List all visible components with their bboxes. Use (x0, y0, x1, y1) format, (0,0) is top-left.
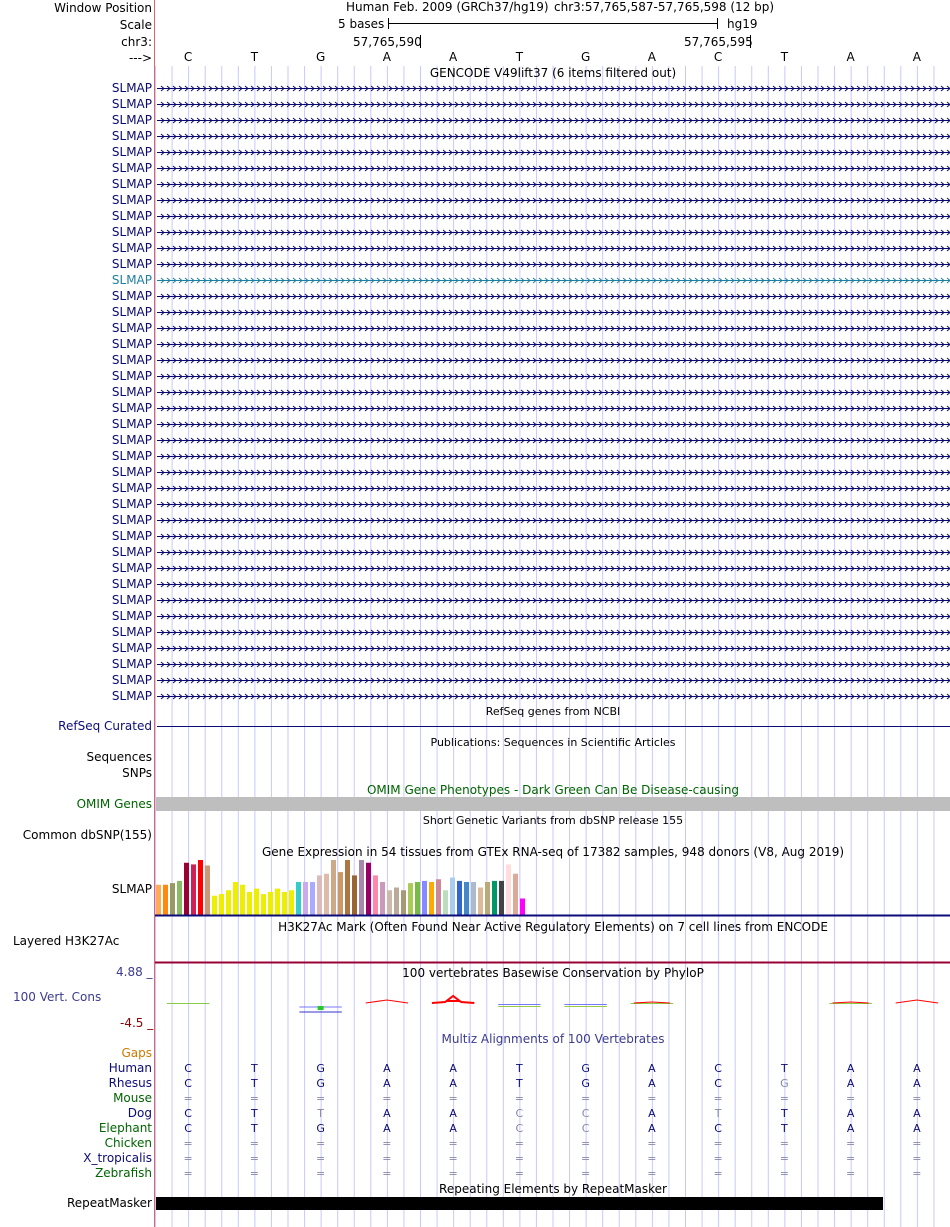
aligned-base: G (316, 1077, 325, 1090)
gtex-bar (156, 885, 161, 915)
gtex-bar (450, 878, 455, 915)
gtex-bar (226, 890, 231, 915)
multiz-gaps-label: Gaps (121, 1046, 152, 1060)
aligned-base: = (316, 1092, 326, 1105)
aligned-base: = (514, 1137, 524, 1150)
aligned-base: C (714, 1122, 722, 1135)
scale-assembly: hg19 (727, 17, 758, 31)
gtex-bar (275, 889, 280, 915)
gtex-bar (268, 892, 273, 915)
gtex-bar (401, 890, 406, 915)
gencode-transcript-label[interactable]: SLMAP (111, 449, 152, 463)
gencode-transcript-label[interactable]: SLMAP (111, 113, 152, 127)
gencode-transcript-label[interactable]: SLMAP (111, 545, 152, 559)
gencode-transcript-label[interactable]: SLMAP (111, 129, 152, 143)
aligned-base: = (448, 1167, 458, 1180)
publications-label-sequences[interactable]: Sequences (86, 750, 152, 764)
gtex-bar (254, 889, 259, 915)
base-letter: A (382, 50, 391, 64)
scale-size: 5 bases (338, 17, 385, 31)
aligned-base: A (648, 1077, 656, 1090)
aligned-base: A (383, 1107, 391, 1120)
aligned-base: = (448, 1152, 458, 1165)
gtex-bar (387, 890, 392, 915)
gencode-transcript-label[interactable]: SLMAP (111, 289, 152, 303)
aligned-base: = (713, 1092, 723, 1105)
gtex-bar (191, 864, 196, 915)
base-letter: T (780, 50, 789, 64)
aligned-base: = (581, 1137, 591, 1150)
gtex-bar (415, 882, 420, 915)
aligned-base: = (382, 1152, 392, 1165)
phylop-max-label: 4.88 _ (116, 965, 153, 979)
aligned-base: = (382, 1092, 392, 1105)
species-label[interactable]: Dog (127, 1106, 152, 1120)
gencode-transcript-label[interactable]: SLMAP (111, 305, 152, 319)
aligned-base: = (448, 1137, 458, 1150)
aligned-base: C (581, 1122, 590, 1135)
aligned-base: = (183, 1092, 193, 1105)
gtex-bar (513, 874, 518, 915)
aligned-base: = (448, 1092, 458, 1105)
gencode-transcript-label[interactable]: SLMAP (111, 209, 152, 223)
aligned-base: = (912, 1167, 922, 1180)
gencode-transcript-label[interactable]: SLMAP (111, 433, 152, 447)
phylop-label[interactable]: 100 Vert. Cons (13, 990, 102, 1004)
gtex-bar (261, 894, 266, 915)
gtex-bar (457, 881, 462, 915)
gencode-transcript-label[interactable]: SLMAP (111, 321, 152, 335)
aligned-base: C (184, 1077, 192, 1090)
gtex-bar (170, 883, 175, 915)
aligned-base: = (647, 1167, 657, 1180)
omim-bar (156, 797, 950, 811)
gencode-transcript-label[interactable]: SLMAP (111, 657, 152, 671)
omim-genes-label[interactable]: OMIM Genes (76, 797, 152, 811)
gtex-bar (436, 879, 441, 915)
aligned-base: = (581, 1167, 591, 1180)
aligned-base: A (383, 1077, 391, 1090)
gtex-bar (163, 885, 168, 915)
aligned-base: T (781, 1107, 788, 1120)
phylop-min-label: -4.5 _ (120, 1016, 154, 1030)
gtex-bar (177, 881, 182, 915)
h3k27ac-track-title[interactable]: H3K27Ac Mark (Often Found Near Active Regulatory Elements) on 7 cell lines from ENCODE (278, 920, 828, 934)
gtex-bar (324, 874, 329, 915)
aligned-base: = (382, 1137, 392, 1150)
phylop-track-title[interactable]: 100 vertebrates Basewise Conservation by PhyloP (402, 966, 704, 980)
gtex-bar (380, 882, 385, 915)
gtex-bar (429, 882, 434, 915)
aligned-base: = (912, 1152, 922, 1165)
base-letter: A (647, 50, 656, 64)
gtex-bar (499, 881, 504, 915)
aligned-base: T (251, 1062, 258, 1075)
base-letter: C (183, 50, 193, 64)
aligned-base: = (846, 1152, 856, 1165)
aligned-base: A (913, 1122, 921, 1135)
aligned-base: = (183, 1137, 193, 1150)
aligned-base: A (846, 1107, 855, 1120)
gencode-transcript-label[interactable]: SLMAP (111, 257, 152, 271)
gencode-transcript-label[interactable]: SLMAP (111, 593, 152, 607)
aligned-base: = (316, 1167, 326, 1180)
gtex-bars (156, 860, 525, 915)
gtex-bar (198, 860, 203, 915)
aligned-base: = (647, 1152, 657, 1165)
aligned-base: A (648, 1122, 656, 1135)
gtex-bar (233, 882, 238, 915)
gencode-transcript-label[interactable]: SLMAP (111, 241, 152, 255)
aligned-base: A (449, 1107, 457, 1120)
gtex-bar (338, 872, 343, 915)
aligned-base: = (779, 1167, 789, 1180)
aligned-base: = (912, 1137, 922, 1150)
base-letter: A (912, 50, 921, 64)
aligned-base: = (316, 1137, 326, 1150)
aligned-base: = (183, 1167, 193, 1180)
h3k27ac-label[interactable]: Layered H3K27Ac (13, 934, 120, 948)
gencode-transcript-label[interactable]: SLMAP (111, 177, 152, 191)
refseq-curated-label[interactable]: RefSeq Curated (58, 719, 152, 733)
gencode-transcript-label[interactable]: SLMAP (111, 513, 152, 527)
gtex-bar (478, 888, 483, 916)
tick-right-label: 57,765,595 (684, 35, 753, 49)
publications-label-snps[interactable]: SNPs (122, 766, 152, 780)
gtex-bar (317, 875, 322, 915)
aligned-base: C (714, 1062, 722, 1075)
gtex-gene-label[interactable]: SLMAP (111, 882, 152, 896)
aligned-base: = (647, 1137, 657, 1150)
assembly-text: Human Feb. 2009 (GRCh37/hg19) (346, 0, 549, 14)
gencode-transcript-label[interactable]: SLMAP (111, 401, 152, 415)
aligned-base: T (781, 1062, 788, 1075)
species-label[interactable]: Elephant (98, 1121, 152, 1135)
aligned-base: T (516, 1077, 523, 1090)
gtex-bar (471, 882, 476, 915)
base-letter: C (713, 50, 723, 64)
gencode-track-title[interactable]: GENCODE V49lift37 (6 items filtered out) (429, 66, 677, 80)
aligned-base: G (316, 1122, 325, 1135)
gtex-bar (352, 875, 357, 915)
aligned-base: C (184, 1107, 192, 1120)
window-position-label: Window Position (54, 1, 152, 15)
species-label[interactable]: Chicken (104, 1136, 152, 1150)
aligned-base: A (913, 1062, 921, 1075)
gencode-transcript-label[interactable]: SLMAP (111, 369, 152, 383)
aligned-base: A (449, 1062, 457, 1075)
gencode-transcript-label[interactable]: SLMAP (111, 337, 152, 351)
aligned-base: = (713, 1152, 723, 1165)
aligned-base: = (514, 1167, 524, 1180)
base-letter: G (580, 50, 591, 64)
gencode-transcript-label[interactable]: SLMAP (111, 673, 152, 687)
gtex-bar (520, 899, 525, 916)
gtex-bar (184, 863, 189, 915)
tick-left-label: 57,765,590 (353, 35, 422, 49)
aligned-base: = (382, 1167, 392, 1180)
publications-track-title[interactable]: Publications: Sequences in Scientific Articles (430, 736, 676, 749)
gencode-transcript-label[interactable]: SLMAP (111, 273, 152, 287)
gtex-bar (408, 883, 413, 915)
gencode-transcript-label[interactable]: SLMAP (111, 417, 152, 431)
aligned-base: A (846, 1062, 855, 1075)
aligned-base: A (383, 1122, 391, 1135)
gtex-bar (373, 875, 378, 915)
phylop-neg (318, 1006, 324, 1010)
gtex-bar (247, 892, 252, 915)
refseq-track-title[interactable]: RefSeq genes from NCBI (485, 705, 621, 718)
gencode-transcript-label[interactable]: SLMAP (111, 97, 152, 111)
gencode-transcript-label[interactable]: SLMAP (111, 481, 152, 495)
aligned-base: = (581, 1092, 591, 1105)
aligned-base: G (780, 1077, 789, 1090)
aligned-base: = (249, 1167, 259, 1180)
gtex-bar (240, 885, 245, 915)
gtex-bar (366, 863, 371, 915)
aligned-base: A (449, 1077, 457, 1090)
base-letter: A (846, 50, 855, 64)
base-grid (156, 66, 950, 1227)
aligned-base: = (846, 1137, 856, 1150)
gtex-bar (310, 882, 315, 915)
base-letter: T (250, 50, 259, 64)
aligned-base: = (779, 1152, 789, 1165)
gtex-bar (394, 888, 399, 916)
aligned-base: T (714, 1107, 722, 1120)
gtex-bar (485, 882, 490, 915)
aligned-base: = (779, 1137, 789, 1150)
gtex-bar (289, 890, 294, 915)
base-letter: G (315, 50, 326, 64)
gencode-transcript-label[interactable]: SLMAP (111, 161, 152, 175)
gtex-bar (464, 882, 469, 915)
gencode-transcript-label[interactable]: SLMAP (111, 497, 152, 511)
aligned-base: C (515, 1122, 524, 1135)
aligned-base: A (913, 1107, 921, 1120)
gencode-transcript-label[interactable]: SLMAP (111, 385, 152, 399)
gencode-transcript-label[interactable]: SLMAP (111, 689, 152, 703)
aligned-base: C (184, 1122, 192, 1135)
gtex-bar (359, 860, 364, 915)
scale-label: Scale (119, 18, 152, 32)
gtex-bar (443, 890, 448, 915)
aligned-base: = (581, 1152, 591, 1165)
position-text: chr3:57,765,587-57,765,598 (12 bp) (554, 0, 775, 14)
strand-label: ---> (128, 51, 152, 65)
base-letter: T (515, 50, 524, 64)
dbsnp-label[interactable]: Common dbSNP(155) (22, 828, 152, 842)
repeatmasker-bar (156, 1197, 883, 1210)
repeatmasker-track-title[interactable]: Repeating Elements by RepeatMasker (439, 1182, 667, 1196)
gtex-bar (282, 892, 287, 915)
gencode-transcript-label[interactable]: SLMAP (111, 193, 152, 207)
aligned-base: = (316, 1152, 326, 1165)
aligned-base: G (581, 1062, 590, 1075)
aligned-base: G (316, 1062, 325, 1075)
gencode-transcript-label[interactable]: SLMAP (111, 529, 152, 543)
aligned-base: = (647, 1092, 657, 1105)
aligned-base: T (251, 1077, 258, 1090)
aligned-base: A (846, 1077, 855, 1090)
aligned-base: = (514, 1092, 524, 1105)
gencode-transcript-label[interactable]: SLMAP (111, 353, 152, 367)
aligned-base: C (184, 1062, 192, 1075)
species-label[interactable]: Zebrafish (95, 1166, 152, 1180)
aligned-base: = (713, 1167, 723, 1180)
gtex-bar (422, 881, 427, 915)
species-label[interactable]: X_tropicalis (83, 1151, 152, 1165)
aligned-base: G (581, 1077, 590, 1090)
aligned-base: = (846, 1092, 856, 1105)
gtex-bar (219, 894, 224, 915)
gencode-transcript-label[interactable]: SLMAP (111, 577, 152, 591)
aligned-base: = (912, 1092, 922, 1105)
gencode-transcript-label[interactable]: SLMAP (111, 145, 152, 159)
aligned-base: = (846, 1167, 856, 1180)
gencode-transcript-label[interactable]: SLMAP (111, 625, 152, 639)
species-label[interactable]: Mouse (113, 1091, 152, 1105)
gtex-bar (492, 881, 497, 915)
gencode-transcript-label[interactable]: SLMAP (111, 561, 152, 575)
gencode-transcript-label[interactable]: SLMAP (111, 81, 152, 95)
gencode-transcript-label[interactable]: SLMAP (111, 465, 152, 479)
gencode-transcript-label[interactable]: SLMAP (111, 225, 152, 239)
gtex-bar (303, 882, 308, 915)
species-label[interactable]: Rhesus (108, 1076, 152, 1090)
aligned-base: C (581, 1107, 590, 1120)
aligned-base: T (251, 1107, 258, 1120)
aligned-base: C (714, 1077, 722, 1090)
gtex-bar (296, 882, 301, 915)
dbsnp-track-title[interactable]: Short Genetic Variants from dbSNP release 155 (422, 814, 684, 827)
aligned-base: A (648, 1107, 656, 1120)
aligned-base: A (846, 1122, 855, 1135)
gencode-transcript-label[interactable]: SLMAP (111, 609, 152, 623)
aligned-base: A (449, 1122, 457, 1135)
aligned-base: = (514, 1152, 524, 1165)
gtex-bar (345, 860, 350, 915)
aligned-base: = (183, 1152, 193, 1165)
aligned-base: A (383, 1062, 391, 1075)
gtex-bar (331, 860, 336, 915)
aligned-base: = (249, 1152, 259, 1165)
chrom-label: chr3: (121, 35, 152, 49)
gtex-bar (205, 866, 210, 916)
gtex-track-title[interactable]: Gene Expression in 54 tissues from GTEx RNA-seq of 17382 samples, 948 donors (V8, Aug 2019) (261, 845, 845, 859)
aligned-base: = (249, 1092, 259, 1105)
aligned-base: = (713, 1137, 723, 1150)
base-letter: A (449, 50, 458, 64)
aligned-base: = (249, 1137, 259, 1150)
species-label[interactable]: Human (108, 1061, 152, 1075)
aligned-base: T (317, 1107, 324, 1120)
repeatmasker-label[interactable]: RepeatMasker (66, 1196, 152, 1210)
aligned-base: C (515, 1107, 524, 1120)
gencode-transcript-label[interactable]: SLMAP (111, 641, 152, 655)
gtex-bar (506, 864, 511, 915)
gtex-bar (212, 896, 217, 915)
aligned-base: = (779, 1092, 789, 1105)
aligned-base: T (781, 1122, 788, 1135)
aligned-base: T (251, 1122, 258, 1135)
aligned-base: A (913, 1077, 921, 1090)
aligned-base: A (648, 1062, 656, 1075)
multiz-track-title[interactable]: Multiz Alignments of 100 Vertebrates (441, 1032, 665, 1046)
aligned-base: T (516, 1062, 523, 1075)
omim-track-title[interactable]: OMIM Gene Phenotypes - Dark Green Can Be Disease-causing (366, 783, 740, 797)
